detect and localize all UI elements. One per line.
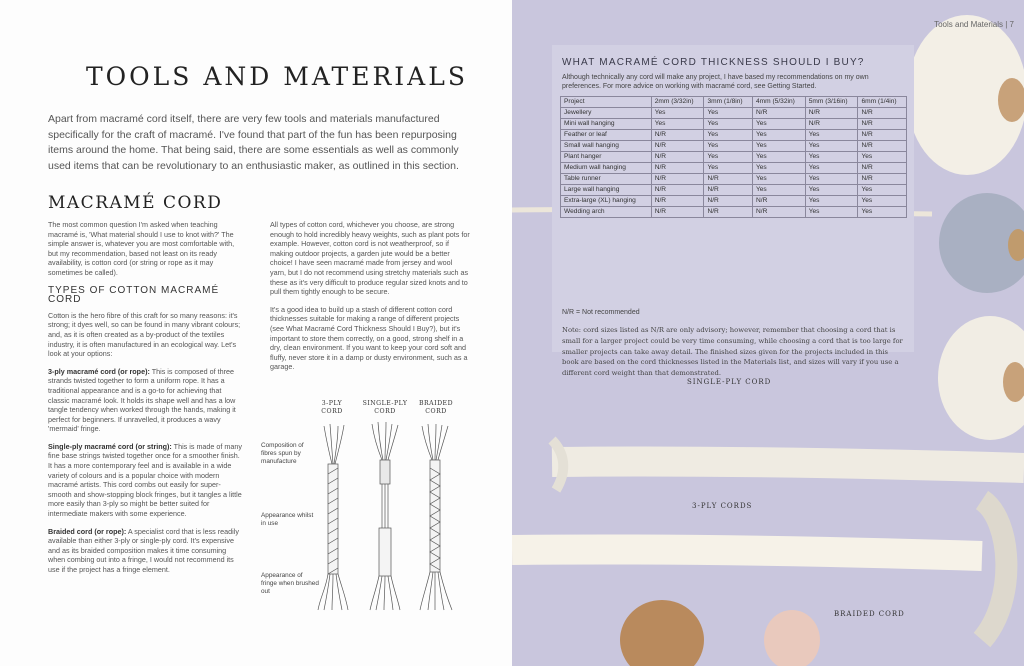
- table-note: N/R = Not recommended: [562, 309, 640, 316]
- recommendation-cell: Yes: [752, 130, 805, 141]
- recommendation-cell: Yes: [704, 141, 753, 152]
- column-header: 3mm (1/8in): [704, 97, 753, 108]
- text-column-2: [270, 220, 470, 380]
- recommendation-cell: N/R: [704, 196, 753, 207]
- term: Braided cord (or rope):: [48, 526, 127, 536]
- column-header: 4mm (5/32in): [752, 97, 805, 108]
- recommendation-cell: Yes: [858, 196, 907, 207]
- recommendation-cell: N/R: [704, 174, 753, 185]
- project-cell: Wedding arch: [561, 207, 652, 218]
- recommendation-cell: Yes: [805, 130, 858, 141]
- recommendation-cell: Yes: [752, 141, 805, 152]
- paragraph: [48, 527, 243, 575]
- recommendation-cell: N/R: [651, 141, 704, 152]
- side-label-composition: Composition of fibres spun by manufacture: [261, 442, 304, 465]
- recommendation-cell: N/R: [858, 141, 907, 152]
- recommendation-cell: Yes: [858, 185, 907, 196]
- subheading: TYPES OF COTTON MACRAMÉ CORD: [48, 284, 220, 306]
- table-row: [561, 185, 907, 196]
- col-label-single-ply: SINGLE-PLY CORD: [362, 400, 408, 415]
- section-heading: MACRAMÉ CORD: [48, 193, 223, 213]
- recommendation-cell: Yes: [805, 163, 858, 174]
- project-cell: Mini wall hanging: [561, 119, 652, 130]
- table-row: [561, 152, 907, 163]
- side-label-fringe: Appearance of fringe when brushed out: [261, 572, 319, 595]
- caption-single-ply: SINGLE-PLY CORD: [687, 378, 772, 386]
- paragraph: [48, 442, 243, 519]
- recommendation-cell: Yes: [752, 174, 805, 185]
- caption-3ply: 3-PLY CORDS: [692, 502, 753, 510]
- recommendation-cell: Yes: [704, 119, 753, 130]
- recommendation-cell: N/R: [651, 207, 704, 218]
- recommendation-cell: Yes: [805, 185, 858, 196]
- recommendation-cell: N/R: [858, 108, 907, 119]
- paragraph: It's a good idea to build up a stash of different cotton cord thicknesses suitable for making a range of different projects (see What Macramé Cord Thickness Should I Buy?), but it's important to store them correctly, on a good, strong shelf in a dry, clean environment. If you want to keep your cord soft and fluffy, never store it in a damp or dusty environment, such as a garage.: [270, 304, 468, 372]
- recommendation-cell: Yes: [805, 196, 858, 207]
- page-title: TOOLS AND MATERIALS: [86, 62, 468, 91]
- col-label-braided: BRAIDED CORD: [418, 400, 454, 415]
- cord-illustration: [258, 398, 468, 613]
- cord-thickness-table: [560, 96, 907, 218]
- recommendation-cell: Yes: [651, 108, 704, 119]
- project-cell: Plant hanger: [561, 152, 652, 163]
- recommendation-cell: Yes: [805, 174, 858, 185]
- term: 3-ply macramé cord (or rope):: [48, 366, 150, 376]
- project-cell: Feather or leaf: [561, 130, 652, 141]
- intro-paragraph: Apart from macramé cord itself, there are very few tools and materials manufactured specifically for the craft of macramé. I've found that part of the fun has been repurposing items around the home. That being said, there are some essentials as well as commonly used items that can be revolutionary to an enthusiastic maker, as outlined in this section.: [48, 113, 459, 172]
- recommendation-cell: N/R: [651, 185, 704, 196]
- definition: This is composed of three strands twisted together to form a uniform rope. It has a traditional appearance and is a go-to for achieving that classic macramé look. It holds its shape well and has a low tangle tendency when worked through the hands, making it perfect for beginners. If unravelled, it produces a wavy 'mermaid' fringe.: [48, 366, 236, 434]
- column-header: 6mm (1/4in): [858, 97, 907, 108]
- table-row: [561, 196, 907, 207]
- project-cell: Medium wall hanging: [561, 163, 652, 174]
- table-row: [561, 130, 907, 141]
- recommendation-cell: N/R: [752, 108, 805, 119]
- page-header: Tools and Materials | 7: [934, 20, 1014, 29]
- recommendation-cell: N/R: [858, 163, 907, 174]
- paragraph: The most common question I'm asked when teaching macramé is, 'What material should I use to knot with?' The simple answer is, whatever you are most comfortable with, but my recommendation, based not least on its ready availability, is cotton cord (or string or rope as it may sometimes be called).: [48, 220, 235, 277]
- column-header: 5mm (3/16in): [805, 97, 858, 108]
- recommendation-cell: N/R: [704, 207, 753, 218]
- recommendation-cell: Yes: [858, 207, 907, 218]
- recommendation-cell: N/R: [805, 108, 858, 119]
- recommendation-cell: N/R: [752, 207, 805, 218]
- panel-subtitle: Although technically any cord will make any project, I have based my recommendations on my own preferences. For more advice on working with macramé cord, see Getting Started.: [562, 74, 869, 90]
- cord-drawings: [258, 398, 468, 613]
- project-cell: Extra-large (XL) hanging: [561, 196, 652, 207]
- col-label-3ply: 3-PLY CORD: [321, 400, 343, 415]
- column-header: 2mm (3/32in): [651, 97, 704, 108]
- table-row: [561, 108, 907, 119]
- recommendation-cell: Yes: [704, 152, 753, 163]
- recommendation-cell: Yes: [752, 163, 805, 174]
- recommendation-cell: Yes: [651, 119, 704, 130]
- table-row: [561, 163, 907, 174]
- recommendation-cell: Yes: [858, 152, 907, 163]
- side-label-in-use: Appearance whilst in use: [261, 512, 314, 527]
- project-cell: Large wall hanging: [561, 185, 652, 196]
- recommendation-cell: Yes: [752, 185, 805, 196]
- recommendation-cell: Yes: [704, 130, 753, 141]
- caption-braided: BRAIDED CORD: [834, 610, 905, 618]
- recommendation-cell: N/R: [858, 130, 907, 141]
- project-cell: Jewellery: [561, 108, 652, 119]
- paragraph: All types of cotton cord, whichever you choose, are strong enough to hold incredibly heavy weights, such as plant pots for example. However, cotton cord is not weatherproof, so if making outdoor projects, a garden jute would be a better choice! I have seen macramé made from jersey and wool yarn, but I do not recommend using stretchy materials such as these as it's very difficult to produce regular sized knots and to pull them tightly enough to be secure.: [270, 220, 470, 297]
- column-header: Project: [561, 97, 652, 108]
- recommendation-cell: N/R: [651, 174, 704, 185]
- definition: A specialist cord that is less readily available than either 3-ply or single-ply cord. It's expensive and as its braided composition makes it time consuming when combing out into a fringe, I would not recommend its use if the project has a fringe element.: [48, 526, 239, 574]
- recommendation-cell: N/R: [704, 185, 753, 196]
- recommendation-cell: Yes: [805, 152, 858, 163]
- recommendation-cell: N/R: [651, 163, 704, 174]
- recommendation-cell: N/R: [805, 119, 858, 130]
- right-page: [512, 0, 1024, 666]
- project-cell: Small wall hanging: [561, 141, 652, 152]
- recommendation-cell: Yes: [805, 207, 858, 218]
- table-row: [561, 119, 907, 130]
- recommendation-cell: N/R: [651, 130, 704, 141]
- recommendation-cell: N/R: [858, 119, 907, 130]
- recommendation-cell: N/R: [651, 196, 704, 207]
- recommendation-cell: Yes: [704, 108, 753, 119]
- cord-thickness-panel: [552, 45, 914, 378]
- recommendation-cell: Yes: [805, 141, 858, 152]
- recommendation-cell: N/R: [858, 174, 907, 185]
- panel-title: WHAT MACRAMÉ CORD THICKNESS SHOULD I BUY?: [562, 57, 865, 68]
- table-row: [561, 174, 907, 185]
- panel-footnote: Note: cord sizes listed as N/R are only advisory; however, remember that choosing a cord that is small for a larger project could be very time consuming, while choosing a cord that is too large for smaller projects can take away detail. The finished sizes given for the projects included in this book are based on the cord thicknesses listed in the Materials list, and sizes will vary if you use a different cord weight than that demonstrated.: [562, 326, 903, 378]
- table-header-row: [561, 97, 907, 108]
- table-row: [561, 207, 907, 218]
- recommendation-cell: N/R: [651, 152, 704, 163]
- recommendation-cell: Yes: [752, 119, 805, 130]
- definition: This is made of many fine base strings twisted together once for a smoother finish. It has a more contemporary feel and is available in a wide variety of colours and is a popular choice with modern macramé artists. This cord combs out easily for super-smooth and show-stopping block fringes, but it tangles a little more easily than 3-ply so might be better suited for intermediate makers with some experience.: [48, 441, 242, 519]
- recommendation-cell: N/R: [752, 196, 805, 207]
- paragraph: Cotton is the hero fibre of this craft for so many reasons: it's strong; it dyes well, so can be found in many vibrant colours; and, as it is often created as a by-product of the textiles industry, it is often manufactured in an ecological way. Let's look at your options:: [48, 310, 241, 359]
- term: Single-ply macramé cord (or string):: [48, 441, 172, 451]
- paragraph: [48, 367, 243, 434]
- project-cell: Table runner: [561, 174, 652, 185]
- text-column-1: [48, 220, 243, 583]
- recommendation-cell: Yes: [752, 152, 805, 163]
- table-row: [561, 141, 907, 152]
- recommendation-cell: Yes: [704, 163, 753, 174]
